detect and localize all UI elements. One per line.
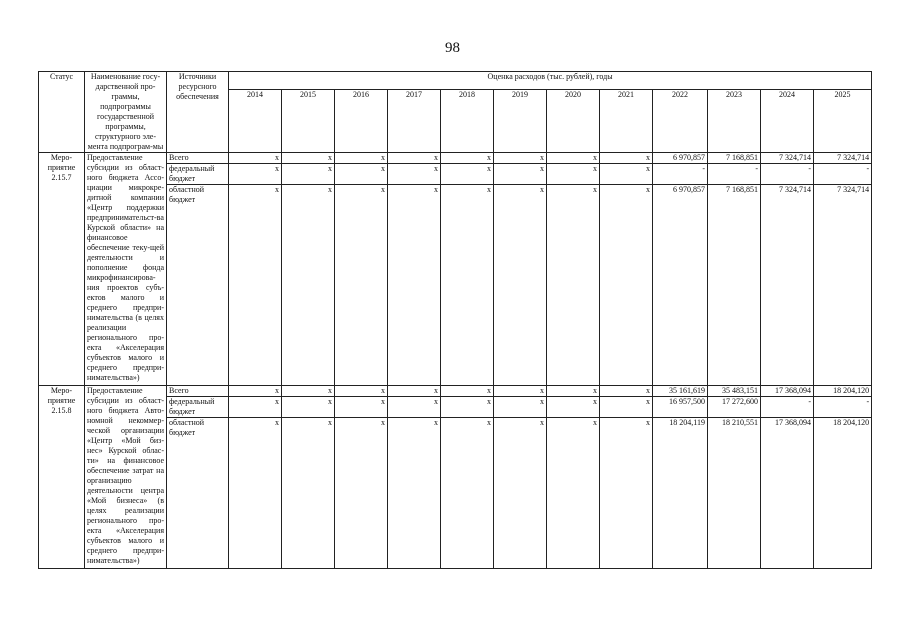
value-cell: x	[388, 185, 441, 386]
value-cell: x	[494, 418, 547, 569]
value-cell: 17 368,094	[761, 386, 814, 397]
value-cell: x	[494, 386, 547, 397]
value-cell: x	[547, 185, 600, 386]
value-cell: x	[600, 185, 653, 386]
table-row	[39, 386, 872, 397]
value-cell: x	[600, 418, 653, 569]
table-row	[39, 153, 872, 164]
year-header: 2014	[229, 90, 282, 153]
funding-source: федеральный бюджет	[167, 397, 229, 418]
value-cell: 18 204,120	[814, 418, 872, 569]
value-cell: x	[229, 185, 282, 386]
funding-source: Всего	[167, 386, 229, 397]
value-cell: x	[494, 185, 547, 386]
value-cell: x	[494, 153, 547, 164]
value-cell: x	[282, 153, 335, 164]
measure-status: Меро-приятие 2.15.8	[39, 386, 85, 569]
year-header: 2017	[388, 90, 441, 153]
value-cell: 7 324,714	[761, 153, 814, 164]
value-cell: x	[600, 164, 653, 185]
value-cell: 7 168,851	[708, 153, 761, 164]
value-cell: 35 483,151	[708, 386, 761, 397]
value-cell: 17 272,600	[708, 397, 761, 418]
value-cell: x	[335, 418, 388, 569]
year-header: 2018	[441, 90, 494, 153]
value-cell: x	[335, 153, 388, 164]
value-cell: x	[441, 153, 494, 164]
value-cell: x	[547, 386, 600, 397]
value-cell: x	[600, 153, 653, 164]
year-header: 2019	[494, 90, 547, 153]
value-cell: x	[441, 164, 494, 185]
year-header: 2015	[282, 90, 335, 153]
header-sources: Источники ресурсного обеспечения	[167, 72, 229, 153]
measure-name: Предоставление субсидии из област-ного бюджета Ассо-циации микрокре-дитной компании «Центр поддержки предпринимательст-ва Курской области» на финансовое обеспечение теку-щей деятельности и пополнение фонда микрофинансирова-ния проектов субъ-ектов малого и среднего предпри-нимательства (в целях реализации регионального про-екта «Акселерация субъектов малого и среднего предпри-нимательства»)	[85, 153, 167, 386]
value-cell: x	[547, 397, 600, 418]
value-cell: -	[761, 164, 814, 185]
value-cell: x	[547, 164, 600, 185]
value-cell: 6 970,857	[653, 153, 708, 164]
value-cell: x	[229, 153, 282, 164]
value-cell: x	[441, 185, 494, 386]
value-cell: x	[282, 164, 335, 185]
value-cell: x	[494, 397, 547, 418]
value-cell: -	[653, 164, 708, 185]
value-cell: 6 970,857	[653, 185, 708, 386]
value-cell: x	[282, 397, 335, 418]
year-header: 2021	[600, 90, 653, 153]
year-header: 2023	[708, 90, 761, 153]
value-cell: x	[335, 386, 388, 397]
value-cell: 18 204,119	[653, 418, 708, 569]
value-cell: x	[441, 386, 494, 397]
funding-source: федеральный бюджет	[167, 164, 229, 185]
value-cell: x	[388, 386, 441, 397]
year-header: 2024	[761, 90, 814, 153]
value-cell: x	[229, 397, 282, 418]
value-cell: -	[761, 397, 814, 418]
value-cell: x	[388, 418, 441, 569]
value-cell: 16 957,500	[653, 397, 708, 418]
expenditure-table	[38, 71, 872, 569]
value-cell: x	[547, 153, 600, 164]
header-estimate: Оценка расходов (тыс. рублей), годы	[229, 72, 872, 90]
value-cell: x	[441, 397, 494, 418]
funding-source: областной бюджет	[167, 185, 229, 386]
value-cell: 7 324,714	[814, 153, 872, 164]
value-cell: 35 161,619	[653, 386, 708, 397]
value-cell: x	[441, 418, 494, 569]
value-cell: 17 368,094	[761, 418, 814, 569]
value-cell: x	[335, 164, 388, 185]
header-name: Наименование госу-дарственной про-граммы, подпрограммы государственной программы, структурного эле-мента подпрограм-мы	[85, 72, 167, 153]
value-cell: x	[229, 386, 282, 397]
value-cell: x	[229, 418, 282, 569]
value-cell: -	[814, 164, 872, 185]
measure-name: Предоставление субсидии из област-ного бюджета Авто-номной некоммер-ческой организации «Центр «Мой биз-нес» Курской облас-ти» на финансовое обеспечение затрат на организацию деятельности центра «Мой бизнеса» (в целях реализации регионального про-екта «Акселерация субъектов малого и среднего предпри-нимательства»)	[85, 386, 167, 569]
funding-source: Всего	[167, 153, 229, 164]
value-cell: x	[547, 418, 600, 569]
year-header: 2025	[814, 90, 872, 153]
value-cell: x	[388, 153, 441, 164]
measure-status: Меро-приятие 2.15.7	[39, 153, 85, 386]
value-cell: x	[229, 164, 282, 185]
value-cell: x	[282, 418, 335, 569]
value-cell: x	[282, 185, 335, 386]
value-cell: 7 324,714	[814, 185, 872, 386]
table-body	[39, 153, 872, 569]
year-header: 2016	[335, 90, 388, 153]
value-cell: 18 204,120	[814, 386, 872, 397]
header-status: Статус	[39, 72, 85, 153]
value-cell: x	[388, 164, 441, 185]
value-cell: 18 210,551	[708, 418, 761, 569]
value-cell: x	[335, 185, 388, 386]
value-cell: x	[335, 397, 388, 418]
value-cell: x	[388, 397, 441, 418]
value-cell: -	[708, 164, 761, 185]
value-cell: x	[494, 164, 547, 185]
year-header: 2020	[547, 90, 600, 153]
value-cell: x	[600, 397, 653, 418]
value-cell: x	[600, 386, 653, 397]
value-cell: x	[282, 386, 335, 397]
year-header: 2022	[653, 90, 708, 153]
funding-source: областной бюджет	[167, 418, 229, 569]
value-cell: 7 324,714	[761, 185, 814, 386]
value-cell: 7 168,851	[708, 185, 761, 386]
page-number: 98	[445, 40, 460, 56]
value-cell: -	[814, 397, 872, 418]
